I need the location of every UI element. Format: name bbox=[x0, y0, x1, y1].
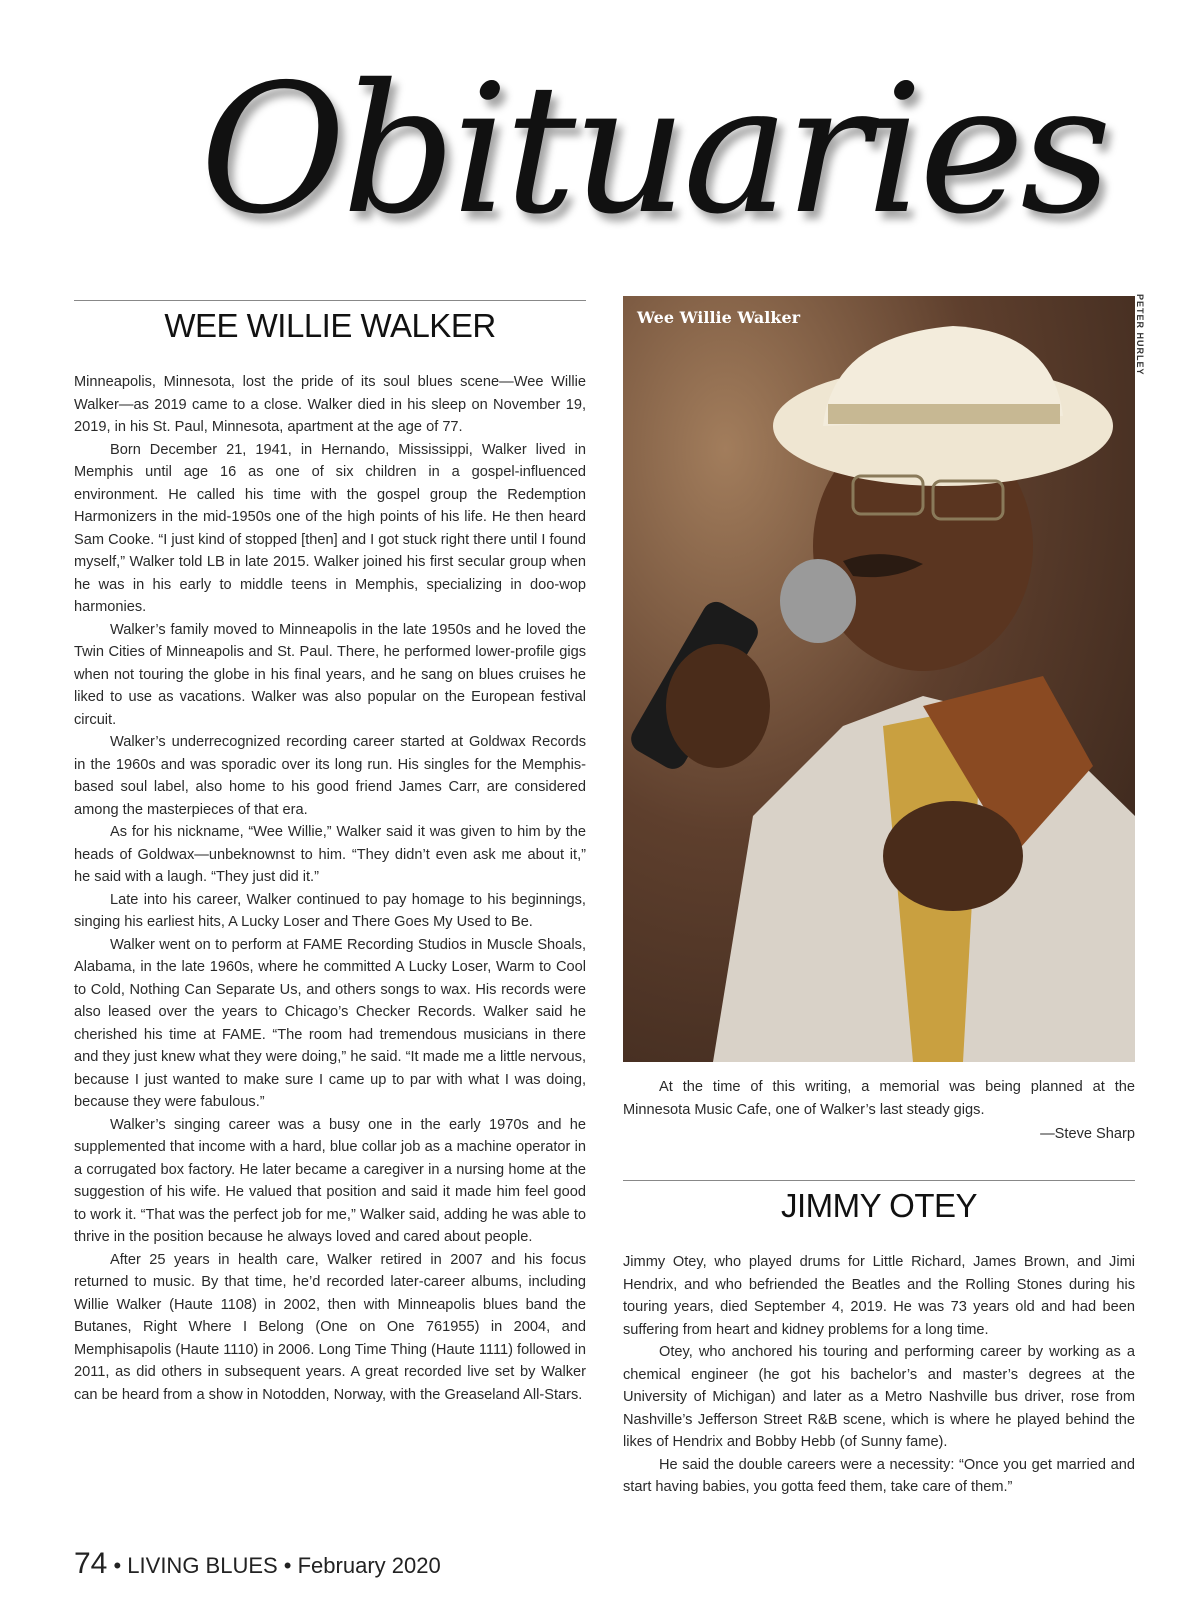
paragraph: Minneapolis, Minnesota, lost the pride of its soul blues scene—Wee Willie Walker—as 2019 came to a close. Walker died in his sleep on November 19, 2019, in his St. Paul, Minnesota, apartment at the age of 77. bbox=[74, 374, 586, 435]
page-number: 74 bbox=[74, 1547, 108, 1580]
divider bbox=[74, 300, 586, 301]
footer-text: • LIVING BLUES • February 2020 bbox=[107, 1553, 441, 1578]
paragraph: He said the double careers were a necessity: “Once you get married and start having babies, you gotta feed them, take care of them.” bbox=[623, 1456, 1135, 1495]
photo-wee-willie-walker bbox=[623, 296, 1135, 1062]
photo-credit: PETER HURLEY bbox=[1135, 294, 1145, 376]
paragraph: Otey, who anchored his touring and performing career by working as a chemical engineer (he got his bachelor’s and master’s degrees at the University of Michigan) and later as a Metro Nashville bus driver, rose from Nashville’s Jefferson Street R&B scene, which is where he played behind the likes of Hendrix and Bobby Hebb (of Sunny fame). bbox=[623, 1344, 1135, 1450]
paragraph: Jimmy Otey, who played drums for Little Richard, James Brown, and Jimi Hendrix, and who befriended the Beatles and the Rolling Stones during his touring years, died September 4, 2019. He was 73 years old and had been suffering from heart and kidney problems for a long time. bbox=[623, 1254, 1135, 1338]
divider bbox=[623, 1180, 1135, 1181]
article-body bbox=[74, 371, 586, 1406]
paragraph: As for his nickname, “Wee Willie,” Walker said it was given to him by the heads of Goldwax—unbeknownst to him. “They didn’t even ask me about it,” he said with a laugh. “They just did it.” bbox=[74, 824, 586, 885]
paragraph: Walker went on to perform at FAME Recording Studios in Muscle Shoals, Alabama, in the late 1960s, where he committed A Lucky Loser, Warm to Cool to Cold, Nothing Can Separate Us, and others songs to wax. His records were also leased over the years to Chicago’s Checker Records. Walker said he cherished his time at FAME. “The room had tremendous musicians in there and they just knew what they were doing,” he said. “It made me a little nervous, because I just wanted to make sure I came up to par with what I was doing, because they were fabulous.” bbox=[74, 936, 586, 1110]
page-footer bbox=[74, 1547, 441, 1581]
singer-illustration bbox=[623, 296, 1135, 1062]
article-title: JIMMY OTEY bbox=[780, 1187, 978, 1224]
photo-caption-tag: Wee Willie Walker bbox=[637, 308, 801, 327]
paragraph: Walker’s singing career was a busy one in the early 1970s and he supplemented that income with a hard, blue collar job as a machine operator in a corrugated box factory. He later became a caregiver in a nursing home at the suggestion of his wife. He valued that position and said it made him feel good to work it. “That was the perfect job for me,” Walker said, adding he was able to thrive in the position because he always loved and cared about people. bbox=[74, 1116, 586, 1245]
paragraph: Walker’s underrecognized recording career started at Goldwax Records in the 1960s and was sporadic over its long run. His singles for the Memphis-based soul label, also home to his good friend James Carr, are considered among the masterpieces of that era. bbox=[74, 734, 586, 818]
masthead bbox=[200, 40, 1108, 280]
paragraph: Late into his career, Walker continued to pay homage to his beginnings, singing his earliest hits, A Lucky Loser and There Goes My Used to Be. bbox=[74, 891, 586, 930]
paragraph: Born December 21, 1941, in Hernando, Mississippi, Walker lived in Memphis until age 16 as one of six children in a gospel-influenced environment. He called his time with the gospel group the Redemption Harmonizers in the mid-1950s one of the high points of his life. He then heard Sam Cooke. “I just kind of stopped [then] and I got stuck right there until I found myself,” Walker told LB in late 2015. Walker joined his first secular group when he was in his early to middle teens in Memphis, specializing in doo-wop harmonies. bbox=[74, 441, 586, 615]
article-title: WEE WILLIE WALKER bbox=[164, 307, 496, 344]
article-body bbox=[623, 1251, 1135, 1499]
article-wee-willie-walker bbox=[74, 300, 586, 1406]
paragraph: Walker’s family moved to Minneapolis in the late 1950s and he loved the Twin Cities of Minneapolis and St. Paul. There, he performed lower-profile gigs when not touring the globe in his final years, and he sang on blues cruises he liked to use as vacations. Walker was also popular on the European festival circuit. bbox=[74, 621, 586, 728]
section-title-obituaries: Obituaries bbox=[200, 46, 1108, 253]
paragraph: After 25 years in health care, Walker retired in 2007 and his focus returned to music. By that time, he’d recorded later-career albums, including Willie Walker (Haute 1108) in 2002, then with Minneapolis blues band the Butanes, Right Where I Belong (One on One 761955) in 2004, and Memphisapolis (Haute 1110) in 2006. Long Time Thing (Haute 1111) followed in 2011, as did others in subsequent years. A great recorded live set by Walker can be heard from a show in Notodden, Norway, with the Greaseland All-Stars. bbox=[74, 1251, 586, 1403]
author-signoff: —Steve Sharp bbox=[1040, 1126, 1135, 1142]
article-jimmy-otey bbox=[623, 1180, 1135, 1499]
article-continuation bbox=[623, 1076, 1135, 1146]
paragraph: At the time of this writing, a memorial was being planned at the Minnesota Music Cafe, one of Walker’s last steady gigs. bbox=[623, 1079, 1135, 1118]
